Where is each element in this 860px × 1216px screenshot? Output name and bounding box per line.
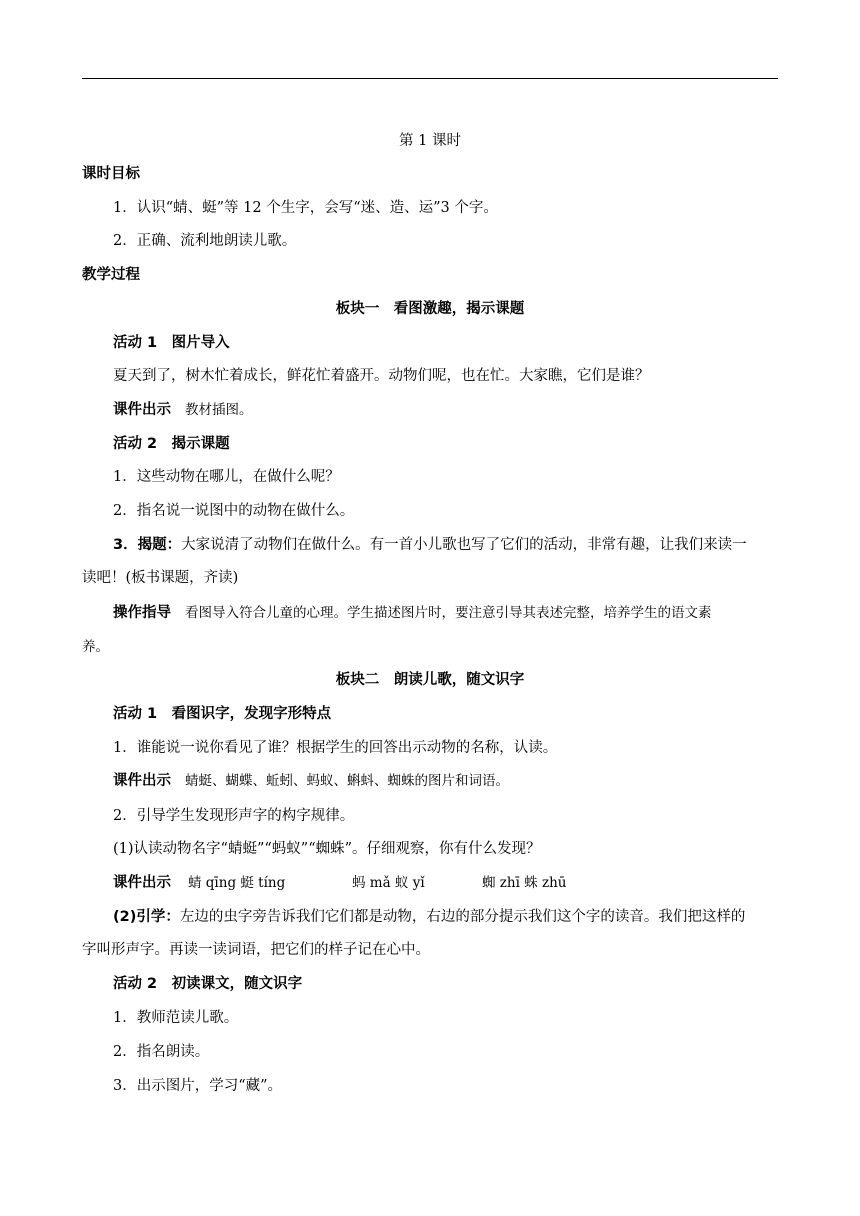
courseware-text: 教材插图。 (185, 402, 253, 418)
s1-step3 (113, 535, 813, 555)
pinyin-zhizhu: 蜘 zhī 蛛 zhū (482, 875, 567, 891)
s1-guide (113, 603, 813, 623)
s1-activity1-label: 活动 1 图片导入 (113, 335, 230, 351)
step3-label: 3．揭题： (113, 537, 182, 553)
s2-activity1-label: 活动 1 看图识字，发现字形特点 (113, 706, 332, 722)
s1-courseware (113, 400, 813, 420)
step3-line1: 大家说清了动物们在做什么。有一首小儿歌也写了它们的活动，非常有趣，让我们来读一 (181, 537, 747, 553)
s1-step3-cont: 读吧！(板书课题，齐读) (82, 570, 239, 586)
s2-a2-step2: 2．指名朗读。 (113, 1044, 210, 1060)
courseware-label: 课件出示 (113, 402, 171, 418)
s1-activity1-text: 夏天到了，树木忙着成长，鲜花忙着盛开。动物们呢，也在忙。大家瞧，它们是谁？ (113, 368, 650, 384)
s2-a2-step1: 1．教师范读儿歌。 (113, 1010, 239, 1026)
header-rule (82, 78, 778, 79)
sub2-label: (2)引学： (113, 909, 180, 925)
s2-courseware1 (113, 771, 813, 791)
lesson-title: 第 1 课时 (399, 133, 461, 149)
goal-1: 1．认识“蜻、蜓”等 12 个生字，会写“迷、造、运”3 个字。 (113, 200, 498, 216)
s2-step2-sub2-cont: 字叫形声字。再读一读词语，把它们的样子记在心中。 (82, 942, 430, 958)
s1-activity2-label: 活动 2 揭示课题 (113, 436, 230, 452)
s2-activity2-label: 活动 2 初读课文，随文识字 (113, 976, 303, 992)
goals-heading: 课时目标 (82, 166, 140, 182)
courseware-text: 蜻蜓、蝴蝶、蚯蚓、蚂蚁、蝌蚪、蜘蛛的图片和词语。 (185, 773, 509, 789)
sub2-line1: 左边的虫字旁告诉我们它们都是动物，右边的部分提示我们这个字的读音。我们把这样的 (179, 909, 746, 925)
s2-courseware2 (113, 873, 813, 893)
s2-step2-sub2 (113, 907, 813, 927)
s1-step2: 2．指名说一说图中的动物在做什么。 (113, 503, 355, 519)
s1-guide-cont: 养。 (82, 639, 109, 655)
s1-step1: 1．这些动物在哪儿，在做什么呢？ (113, 469, 340, 485)
section2-title: 板块二 朗读儿歌，随文识字 (335, 672, 525, 688)
guide-label: 操作指导 (113, 605, 171, 621)
courseware-label: 课件出示 (113, 875, 171, 891)
process-heading: 教学过程 (82, 267, 140, 283)
pinyin-qingting: 蜻 qīng 蜓 tíng (188, 875, 286, 891)
pinyin-mayi: 蚂 mǎ 蚁 yǐ (352, 875, 425, 891)
s2-step2: 2．引导学生发现形声字的构字规律。 (113, 808, 355, 824)
s2-step2-sub1: (1)认读动物名字“蜻蜓”“蚂蚁”“蜘蛛”。仔细观察，你有什么发现？ (113, 841, 541, 857)
courseware-label: 课件出示 (113, 773, 171, 789)
goal-2: 2．正确、流利地朗读儿歌。 (113, 233, 297, 249)
section1-title: 板块一 看图激趣，揭示课题 (335, 301, 525, 317)
s2-a2-step3: 3．出示图片，学习“藏”。 (113, 1078, 283, 1094)
guide-line1: 看图导入符合儿童的心理。学生描述图片时，要注意引导其表述完整，培养学生的语文素 (185, 605, 712, 621)
s2-step1: 1．谁能说一说你看见了谁？根据学生的回答出示动物的名称，认读。 (113, 740, 558, 756)
